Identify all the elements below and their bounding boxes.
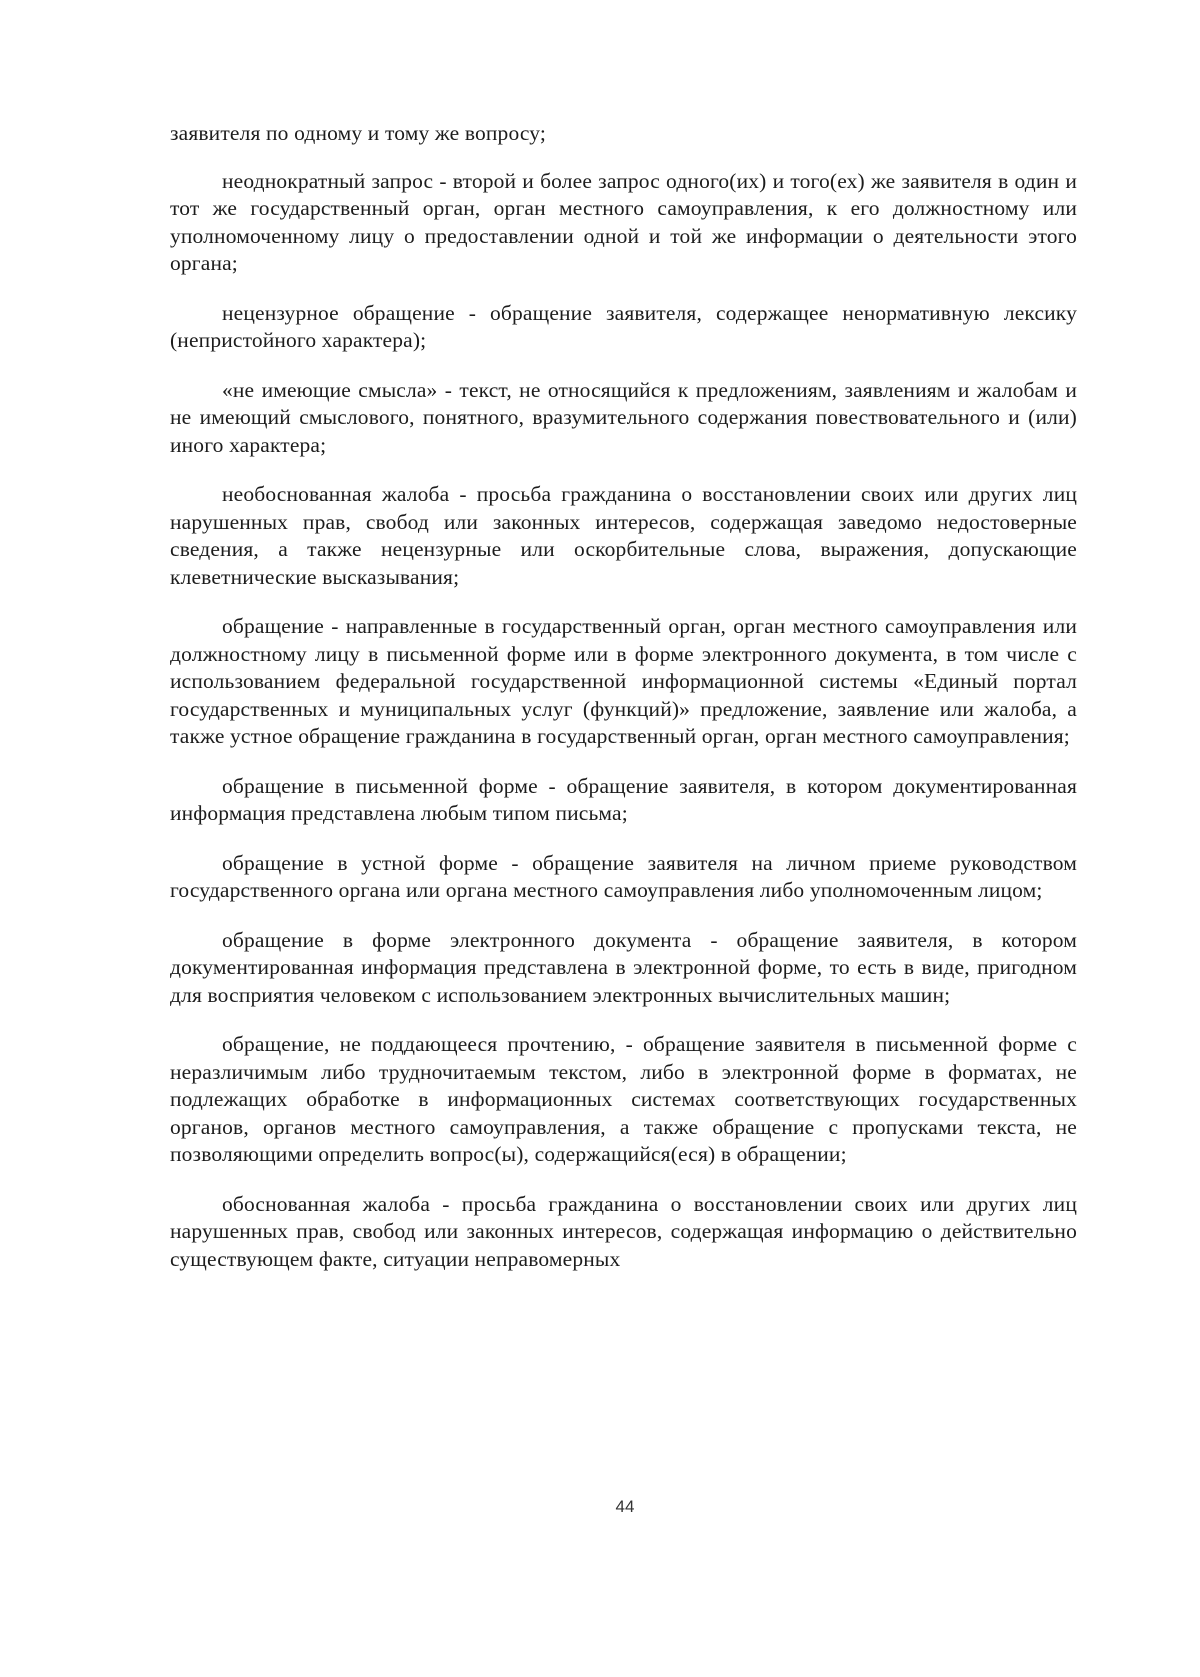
paragraph-appeal: обращение - направленные в государственный орган, орган местного самоуправления или должностному лицу в письменной форме или в форме электронного документа, в том числе с использованием федеральной государственной информационной системы «Единый портал государственных и муниципальных услуг (функций)» предложение, заявление или жалоба, а также устное обращение гражданина в государственный орган, орган местного самоуправления; <box>170 614 1077 748</box>
paragraph-meaningless: «не имеющие смысла» - текст, не относящийся к предложениям, заявлениям и жалобам и не имеющий смыслового, понятного, вразумительного содержания повествовательного и (или) иного характера; <box>170 377 1077 457</box>
paragraph-oral-appeal: обращение в устной форме - обращение заявителя на личном приеме руководством государственного органа или органа местного самоуправления либо уполномоченным лицом; <box>170 850 1077 902</box>
paragraph-unfounded-complaint: необоснованная жалоба - просьба гражданина о восстановлении своих или других лиц нарушенных прав, свобод или законных интересов, содержащая заведомо недостоверные сведения, а также нецензурные или оскорбительные слова, выражения, допускающие клеветнические высказывания; <box>170 482 1077 589</box>
page-number: 44 <box>615 1497 635 1516</box>
paragraph-repeated-request: неоднократный запрос - второй и более запрос одного(их) и того(ех) же заявителя в один и тот же государственный орган, орган местного самоуправления, к его должностному или уполномоченному лицу о предоставлении одной и той же информации о деятельности этого органа; <box>170 168 1077 275</box>
body-text <box>170 120 1077 1295</box>
paragraph-written-appeal: обращение в письменной форме - обращение заявителя, в котором документированная информация представлена любым типом письма; <box>170 773 1077 825</box>
paragraph-illegible-appeal: обращение, не поддающееся прочтению, - обращение заявителя в письменной форме с неразличимым либо трудночитаемым текстом, либо в электронной форме в форматах, не подлежащих обработке в информационных системах соответствующих государственных органов, органов местного самоуправления, а также обращение с пропусками текста, не позволяющими определить вопрос(ы), содержащийся(еся) в обращении; <box>170 1032 1077 1166</box>
paragraph-continuation: заявителя по одному и тому же вопросу; <box>170 121 547 145</box>
paragraph-electronic-appeal: обращение в форме электронного документа - обращение заявителя, в котором документированная информация представлена в электронной форме, то есть в виде, пригодном для восприятия человеком с использованием электронных вычислительных машин; <box>170 927 1077 1007</box>
paragraph-obscene-appeal: нецензурное обращение - обращение заявителя, содержащее ненормативную лексику (непристойного характера); <box>170 300 1077 352</box>
paragraph-justified-complaint: обоснованная жалоба - просьба гражданина о восстановлении своих или других лиц нарушенных прав, свобод или законных интересов, содержащая информацию о действительно существующем факте, ситуации неправомерных <box>170 1191 1077 1271</box>
